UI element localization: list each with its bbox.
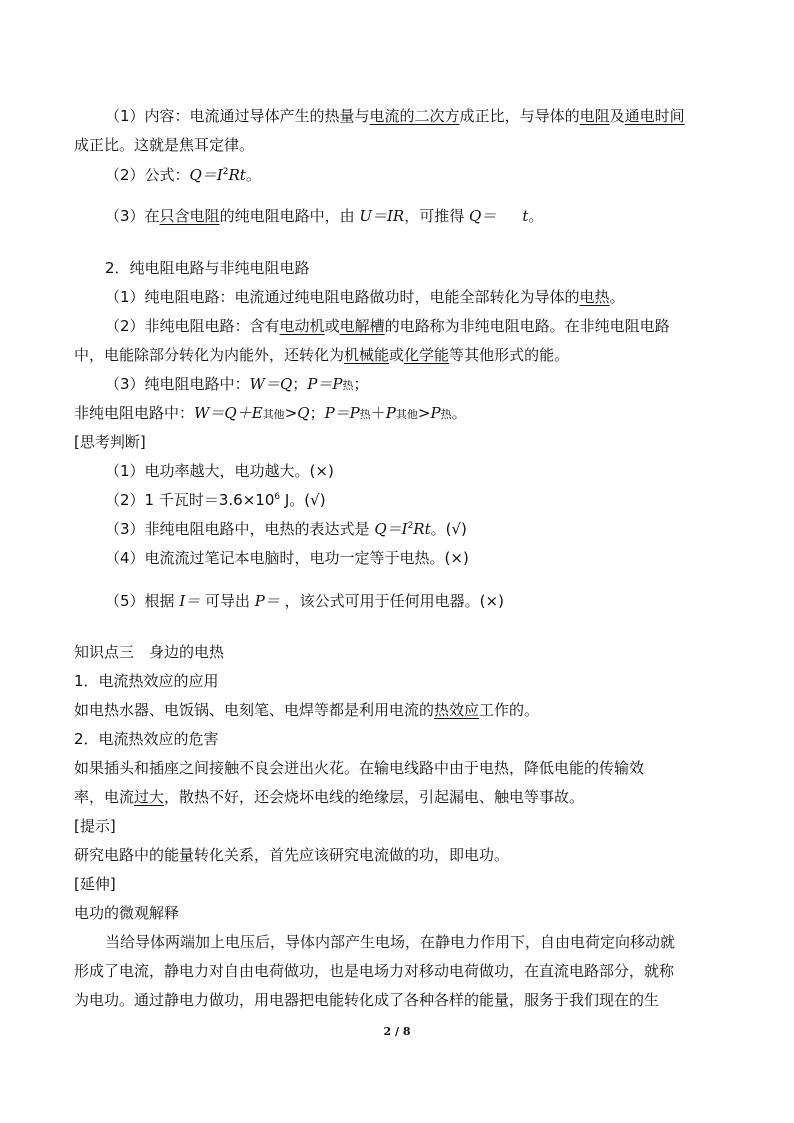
text: 等其他形式的能。	[449, 346, 570, 364]
text: 可导出	[200, 592, 255, 610]
formula: P	[430, 404, 441, 422]
text: >	[284, 404, 298, 422]
judge-item-4: （4）电流流过笔记本电脑时，电功一定等于电热。(×)	[105, 549, 469, 567]
text: （2）非纯电阻电路：含有	[105, 317, 280, 335]
text: （3）纯电阻电路中：	[105, 375, 250, 393]
answer-blank: 热效应	[434, 701, 480, 719]
formula: Q＝	[469, 207, 497, 225]
answer-blank: 电阻	[579, 107, 610, 125]
text: 中，电能除部分转化为内能外，还转化为	[74, 346, 345, 364]
formula: P	[385, 404, 396, 422]
hazard-line-2	[74, 787, 584, 807]
formula: I＝	[179, 592, 201, 610]
text: >	[417, 404, 431, 422]
joule-law-content-line	[105, 106, 685, 126]
formula: Q＝I	[374, 520, 408, 538]
text: ，散热不好，还会烧坏电线的绝缘层，引起漏电、触电等事故。	[164, 788, 585, 806]
formula: P＝P	[324, 404, 360, 422]
judge-item-3	[105, 519, 467, 539]
formula: Rt	[413, 520, 431, 538]
text: （1）内容：电流通过导体产生的热量与	[105, 107, 370, 125]
text: （2）1 千瓦时＝3.6×10	[105, 491, 275, 509]
text: 。(√)	[430, 520, 467, 538]
answer-blank: 电流的二次方	[369, 107, 460, 125]
formula: U＝IR	[359, 207, 405, 225]
subscript: 热	[440, 408, 452, 421]
text: 及	[609, 107, 625, 125]
formula: Rt	[228, 166, 246, 184]
formula: Q	[297, 404, 310, 422]
answer-blank: 机械能	[344, 346, 390, 364]
derivation-line	[105, 206, 543, 226]
text: （3）非纯电阻电路中，电热的表达式是	[105, 520, 375, 538]
text: 的纯电阻电路中，由	[219, 207, 360, 225]
text: 工作的。	[479, 701, 540, 719]
exponent: 2	[407, 521, 414, 531]
text: 。	[528, 207, 544, 225]
subheading-hazard: 2．电流热效应的危害	[74, 730, 219, 748]
joule-law-content-cont: 成正比。这就是焦耳定律。	[74, 136, 255, 154]
text: 非纯电阻电路中：	[74, 404, 195, 422]
text: 。	[609, 288, 625, 306]
knowledge-point-3-heading: 知识点三 身边的电热	[74, 643, 225, 661]
answer-blank: 化学能	[404, 346, 450, 364]
answer-blank: 通电时间	[624, 107, 685, 125]
answer-blank: 过大	[134, 788, 165, 806]
extension-title: 电功的微观解释	[74, 904, 180, 922]
pure-resistor-line	[105, 287, 625, 307]
judge-item-5	[105, 591, 504, 611]
subscript: 其他	[262, 408, 285, 421]
extension-heading: [延伸]	[74, 875, 116, 893]
answer-blank: 只含电阻	[159, 207, 220, 225]
answer-blank: 电动机	[279, 317, 325, 335]
text: ，可推得	[404, 207, 469, 225]
text: （5）根据	[105, 592, 180, 610]
hazard-line-1: 如果插头和插座之间接触不良会迸出火花。在输电线路中由于电热，降低电能的传输效	[74, 759, 645, 777]
text: ＋	[370, 404, 386, 422]
text: ；	[292, 375, 308, 393]
exponent: 6	[274, 492, 281, 502]
text: （3）在	[105, 207, 160, 225]
non-pure-formula-line	[74, 403, 467, 425]
text: J。(√)	[280, 491, 326, 509]
non-pure-line-1	[105, 316, 670, 336]
answer-blank: 电解槽	[339, 317, 385, 335]
answer-blank: 电热	[579, 288, 610, 306]
text: 成正比，与导体的	[459, 107, 580, 125]
text: 的电路称为非纯电阻电路。在非纯电阻电路	[384, 317, 670, 335]
text: ；	[309, 404, 325, 422]
text: 如电热水器、电饭锅、电刻笔、电焊等都是利用电流的	[74, 701, 435, 719]
text: 率，电流	[74, 788, 135, 806]
formula-line	[105, 165, 261, 185]
section-heading: 2．纯电阻电路与非纯电阻电路	[105, 259, 310, 277]
text: 或	[324, 317, 340, 335]
formula: Q＝I	[189, 166, 223, 184]
text: ；	[353, 375, 369, 393]
judge-item-1: （1）电功率越大，电功越大。(×)	[105, 462, 334, 480]
extension-line-1: 当给导体两端加上电压后，导体内部产生电场，在静电力作用下，自由电荷定向移动就	[105, 933, 676, 951]
exponent: 2	[222, 167, 229, 177]
text: （1）纯电阻电路：电流通过纯电阻电路做功时，电能全部转化为导体的	[105, 288, 580, 306]
text: （2）公式：	[105, 166, 190, 184]
formula: t	[522, 207, 529, 225]
text: 。	[245, 166, 261, 184]
judge-item-2	[105, 490, 326, 510]
subheading-application: 1．电流热效应的应用	[74, 672, 219, 690]
text: 或	[389, 346, 405, 364]
non-pure-line-2	[74, 345, 569, 365]
subscript: 热	[342, 379, 354, 392]
subscript: 其他	[395, 408, 418, 421]
formula: W＝Q＋E	[194, 404, 263, 422]
extension-line-2: 形成了电流，静电力对自由电荷做功，也是电场力对移动电荷做功，在直流电路部分，就称	[74, 962, 675, 980]
formula: P＝	[254, 592, 280, 610]
pure-formula-line	[105, 374, 368, 396]
tip-heading: [提示]	[74, 817, 116, 835]
text: ，该公式可用于任何用电器。(×)	[279, 592, 504, 610]
think-judge-heading: [思考判断]	[74, 433, 146, 451]
extension-line-3: 为电功。通过静电力做功，用电器把电能转化成了各种各样的能量，服务于我们现在的生	[74, 991, 660, 1009]
formula: P＝P	[307, 375, 343, 393]
application-line	[74, 700, 539, 720]
formula: W＝Q	[249, 375, 293, 393]
page-number: 2 / 8	[383, 1025, 411, 1038]
subscript: 热	[359, 408, 371, 421]
text: 。	[451, 404, 467, 422]
tip-text: 研究电路中的能量转化关系，首先应该研究电流做的功，即电功。	[74, 846, 510, 864]
